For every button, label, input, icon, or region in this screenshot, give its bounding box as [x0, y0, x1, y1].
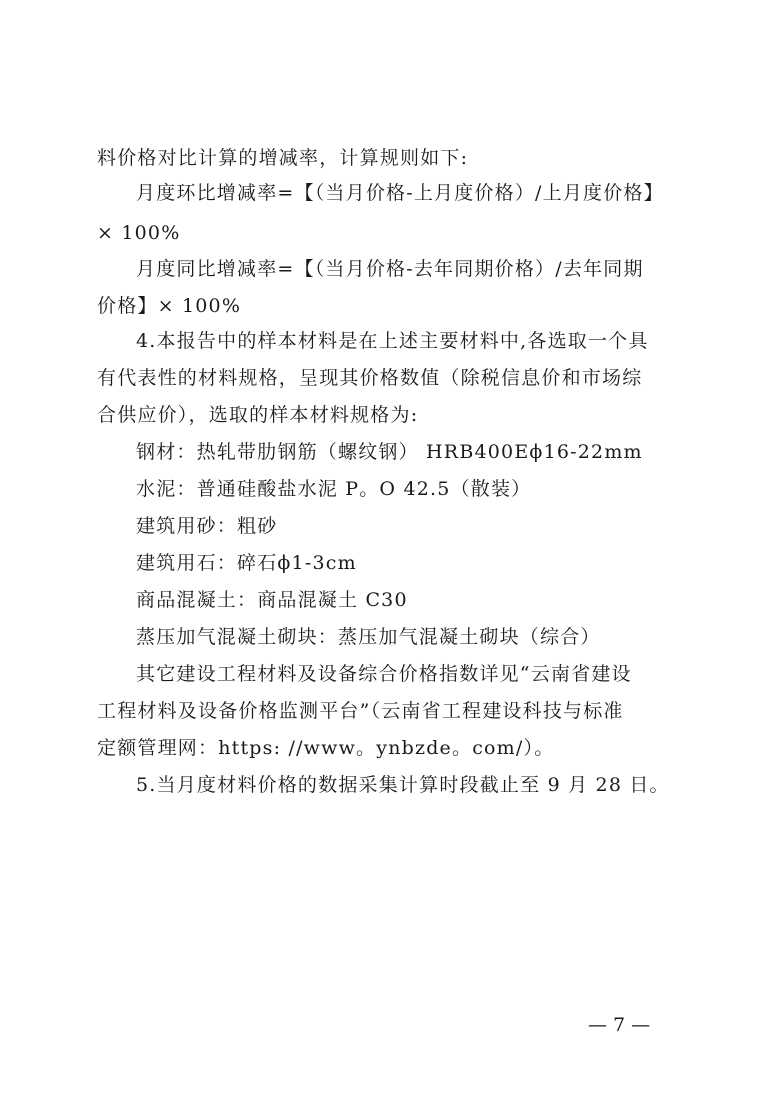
text-line-13: 商品混凝土：商品混凝土 C30: [136, 589, 408, 611]
text-line-10: 水泥：普通硅酸盐水泥 P。O 42.5（散装）: [136, 478, 532, 500]
text-line-4: 月度同比增减率=【（当月价格-去年同期价格）/去年同期: [136, 258, 644, 280]
text-line-17: 定额管理网：https: //www。ynbzde。com/）。: [97, 737, 555, 759]
text-line-12: 建筑用石：碎石ϕ1-3cm: [136, 552, 357, 574]
text-line-11: 建筑用砂：粗砂: [136, 515, 278, 537]
text-line-2: 月度环比增减率=【（当月价格-上月度价格）/上月度价格】: [136, 182, 664, 204]
text-line-5: 价格】× 100%: [97, 295, 242, 317]
text-line-1: 料价格对比计算的增减率，计算规则如下:: [97, 147, 469, 169]
text-line-18: 5.当月度材料价格的数据采集计算时段截止至 9 月 28 日。: [136, 774, 670, 796]
text-line-6: 4.本报告中的样本材料是在上述主要材料中,各选取一个具: [136, 330, 649, 352]
text-line-8: 合供应价），选取的样本材料规格为:: [97, 404, 419, 426]
text-line-14: 蒸压加气混凝土砌块：蒸压加气混凝土砌块（综合）: [136, 626, 601, 648]
text-line-16: 工程材料及设备价格监测平台”（云南省工程建设科技与标准: [97, 700, 624, 722]
text-line-7: 有代表性的材料规格，呈现其价格数值（除税信息价和市场综: [97, 367, 643, 389]
text-line-9: 钢材：热轧带肋钢筋（螺纹钢） HRB400Eϕ16-22mm: [136, 441, 643, 463]
text-line-3: × 100%: [97, 222, 181, 244]
text-line-15: 其它建设工程材料及设备综合价格指数详见“云南省建设: [136, 663, 632, 685]
page-number: — 7 —: [588, 1014, 651, 1036]
